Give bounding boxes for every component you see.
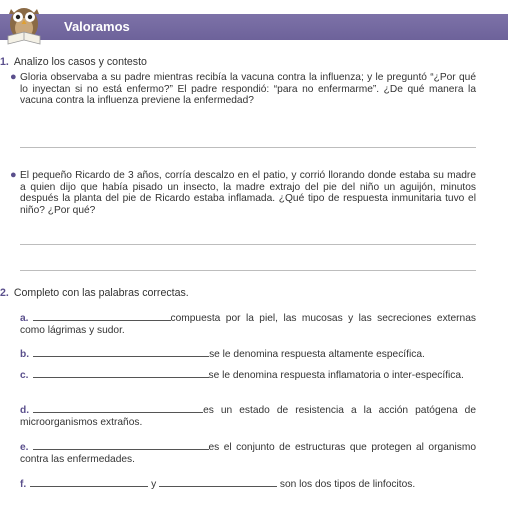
item-letter: f.	[20, 479, 27, 490]
bullet-icon: ●	[10, 71, 17, 83]
blank-input-f2[interactable]	[159, 477, 277, 487]
section-2-heading	[0, 287, 189, 299]
fill-item-a	[20, 311, 476, 337]
section-1-title: Analizo los casos y contesto	[13, 56, 147, 68]
item-d-text: es un estado de resistencia a la acción patógena de microorganismos extraños.	[20, 405, 476, 428]
bullet-icon: ●	[10, 169, 17, 181]
answer-line-case-2a[interactable]	[20, 244, 476, 245]
fill-item-e	[20, 440, 476, 466]
owl-reading-icon	[2, 0, 52, 50]
blank-input-a[interactable]	[33, 311, 171, 321]
case-1-text: Gloria observaba a su padre mientras recibía la vacuna contra la influenza; y le preguntó “¿Por qué lo inyectan si no está enfermo?” El padre respondió: “para no enfermarme”. ¿De qué manera la vacuna contra la influenza previene la enfermedad?	[20, 72, 476, 107]
item-f-text: son los dos tipos de linfocitos.	[279, 479, 416, 490]
item-b-text: se le denomina respuesta altamente específica.	[209, 349, 425, 360]
fill-item-d	[20, 403, 476, 429]
case-2	[10, 169, 476, 216]
section-1-number: 1.	[0, 56, 9, 68]
item-letter: a.	[20, 313, 29, 324]
fill-item-c	[20, 368, 476, 382]
header-banner	[0, 14, 508, 40]
page-title: Valoramos	[64, 19, 130, 34]
blank-input-b[interactable]	[33, 347, 209, 357]
item-letter: e.	[20, 442, 29, 453]
case-1	[10, 71, 476, 107]
fill-item-b	[20, 347, 476, 361]
blank-input-f1[interactable]	[30, 477, 148, 487]
blank-input-e[interactable]	[33, 440, 209, 450]
blank-input-d[interactable]	[33, 403, 203, 413]
item-letter: b.	[20, 349, 30, 360]
item-a-text: compuesta por la piel, las mucosas y las secreciones externas como lágrimas y sudor.	[20, 313, 476, 336]
section-1-heading	[0, 56, 147, 68]
item-c-text: se le denomina respuesta inflamatoria o inter-específica.	[208, 370, 464, 381]
item-letter: c.	[20, 370, 29, 381]
item-letter: d.	[20, 405, 30, 416]
fill-item-f	[20, 477, 476, 491]
section-2-title: Completo con las palabras correctas.	[13, 287, 189, 299]
item-e-text: es el conjunto de estructuras que protegen al organismo contra las enfermedades.	[20, 442, 476, 465]
answer-line-case-2b[interactable]	[20, 270, 476, 271]
section-2-number: 2.	[0, 287, 9, 299]
answer-line-case-1[interactable]	[20, 147, 476, 148]
item-f-connector: y	[151, 479, 157, 490]
case-2-text: El pequeño Ricardo de 3 años, corría descalzo en el patio, y corrió llorando donde estaba su madre a quien dijo que había pisado un insecto, la madre extrajo del pie del niño un aguijón, minutos después la planta del pie de Ricardo estaba inflamada. ¿Qué tipo de respuesta inmunitaria tuvo el niño? ¿Por qué?	[20, 170, 476, 216]
blank-input-c[interactable]	[33, 368, 209, 378]
